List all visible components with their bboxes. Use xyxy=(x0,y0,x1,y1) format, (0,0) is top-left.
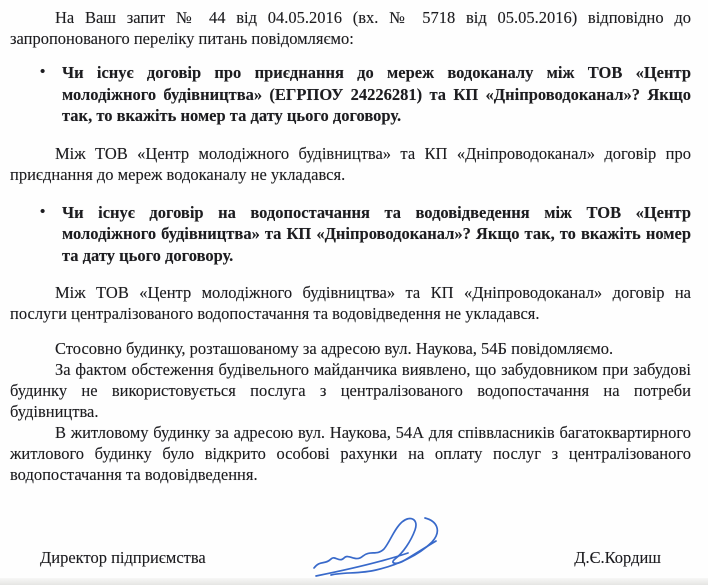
bullet-icon: • xyxy=(40,203,46,220)
signer-title: Директор підприємства xyxy=(40,548,206,567)
handwritten-signature-icon xyxy=(306,512,454,582)
signature-row xyxy=(10,548,691,568)
answer-paragraph-1: Між ТОВ «Центр молодіжного будівництва» та КП «Дніпроводоканал» договір про приєднання до мереж водоканалу не укладався. xyxy=(10,143,691,184)
signer-name: Д.Є.Кордиш xyxy=(574,548,661,567)
building-paragraph-2: За фактом обстеження будівельного майданчика виявлено, що забудовником при забудові будинку не використовується послуга з централізованого водопостачання на потреби будівництва. xyxy=(10,360,691,421)
bullet-icon: • xyxy=(40,64,46,80)
answer-paragraph-2: Між ТОВ «Центр молодіжного будівництва» та КП «Дніпроводоканал» договір на послуги централізованого водопостачання та водовідведення не укладався. xyxy=(10,283,691,323)
building-paragraph-3: В житловому будинку за адресою вул. Наукова, 54А для співвласників багатоквартирного житлового будинку було відкрито особові рахунки на оплату послуг з централізованого водопостачання та водовідведення. xyxy=(10,423,691,484)
building-info-block xyxy=(10,338,691,485)
building-paragraph-1: Стосовно будинку, розташованому за адресою вул. Наукова, 54Б повідомляємо. xyxy=(55,339,614,358)
question-text-2: Чи існує договір на водопостачання та водовідведення між ТОВ «Центр молодіжного будівництва» та КП «Дніпроводоканал»? Якщо так, то вкажіть номер та дату цього договору. xyxy=(62,202,691,265)
intro-paragraph: На Ваш запит № 44 від 04.05.2016 (вх. № 5718 від 05.05.2016) відповідно до запропонованого переліку питань повідомляємо: xyxy=(10,8,691,48)
question-item-2 xyxy=(10,202,691,267)
question-item-1 xyxy=(10,62,691,127)
question-text-1: Чи існує договір про приєднання до мереж водоканалу між ТОВ «Центр молодіжного будівництва» (ЕГРПОУ 24226281) та КП «Дніпроводоканал»? Якщо так, то вкажіть номер та дату цього договору. xyxy=(62,63,691,125)
scan-edge-artifact xyxy=(0,578,708,585)
